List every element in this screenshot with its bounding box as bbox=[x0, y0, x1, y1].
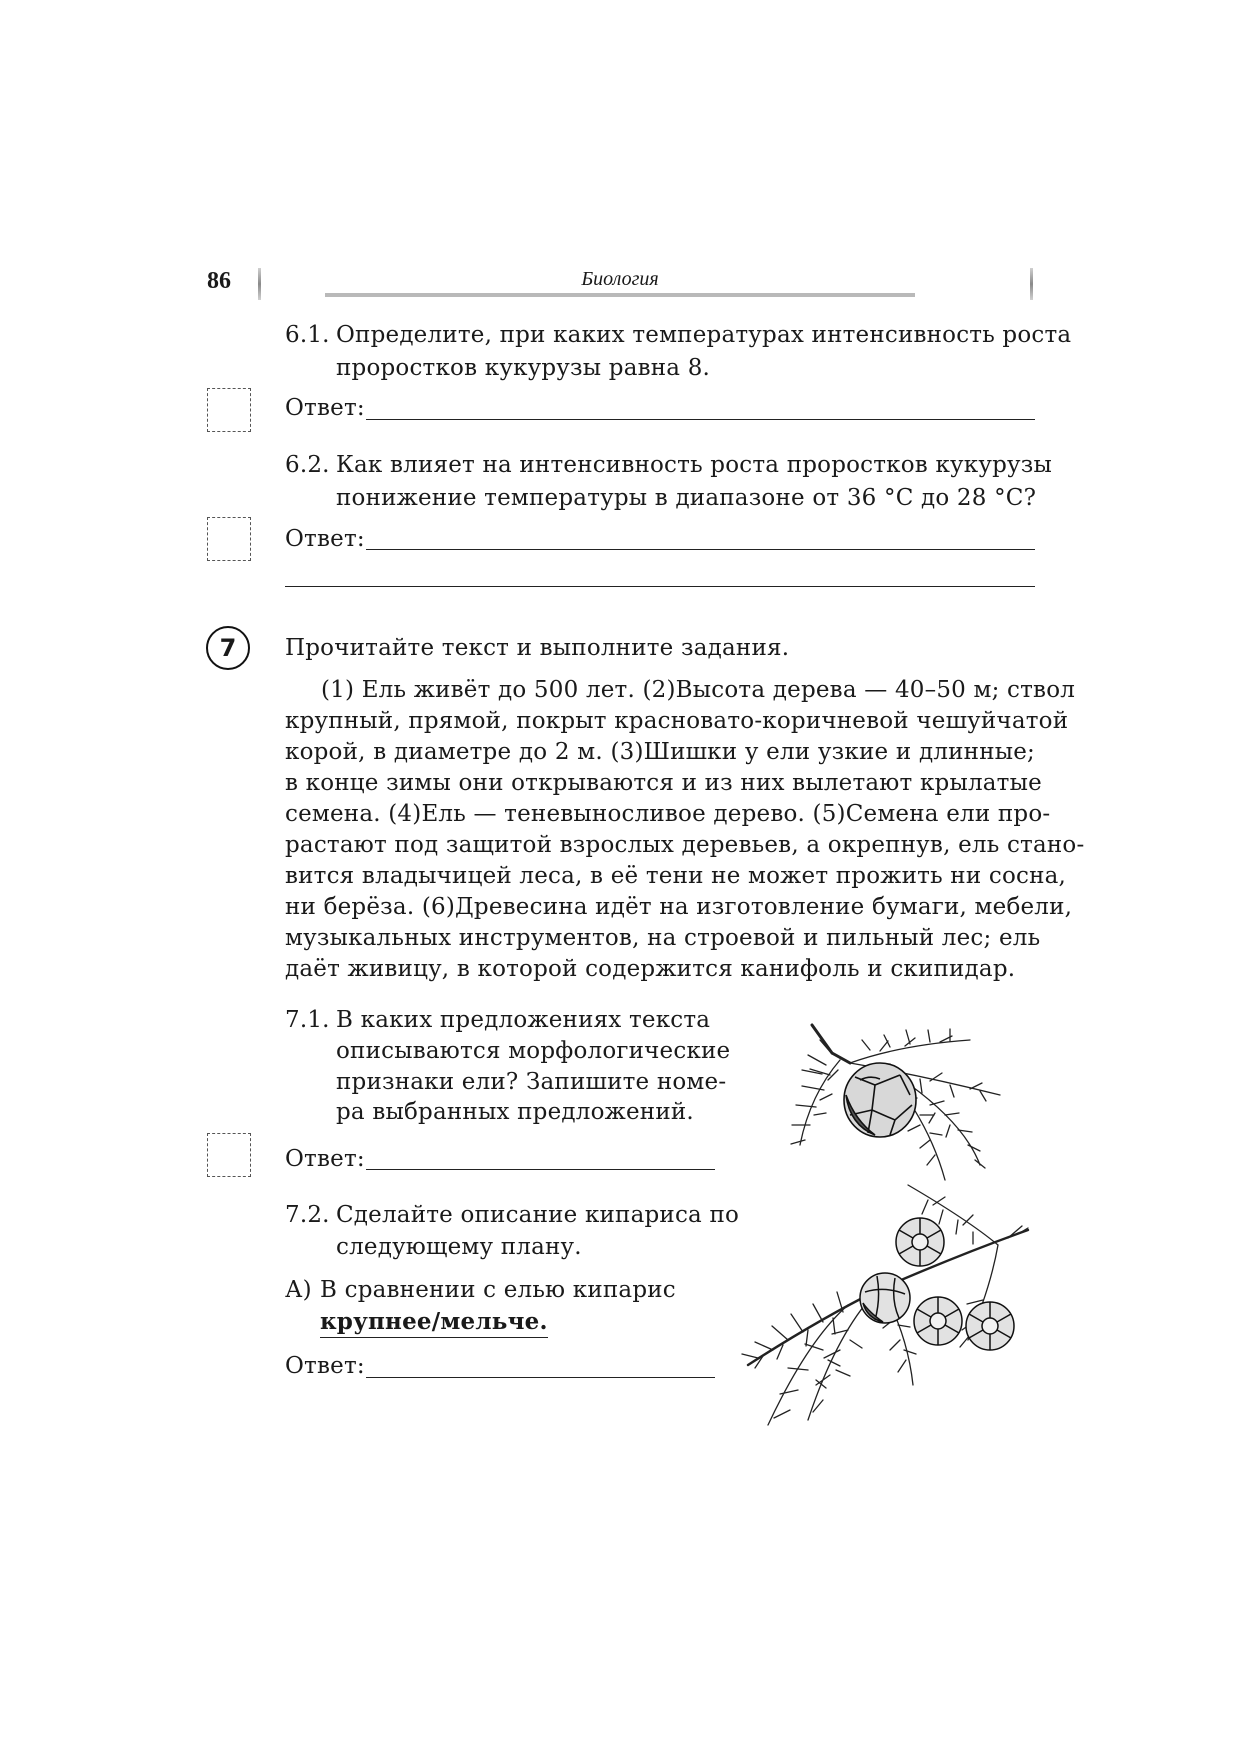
question-6-1-line-2: проростков кукурузы равна 8. bbox=[336, 355, 711, 381]
answer-field-6-1[interactable] bbox=[366, 419, 1035, 420]
item-a-choice bbox=[320, 1306, 548, 1338]
size-choice-option: крупнее/мельче. bbox=[320, 1308, 548, 1338]
item-a-text: В сравнении с елью кипарис bbox=[320, 1277, 676, 1303]
question-7-1-line-3: признаки ели? Запишите номе- bbox=[336, 1069, 727, 1095]
cone bbox=[914, 1297, 962, 1345]
question-7-2-number: 7.2. bbox=[285, 1202, 330, 1228]
question-7-1-line-1: В каких предложениях текста bbox=[336, 1007, 711, 1033]
score-box-6-2 bbox=[207, 517, 251, 561]
passage-line: (1) Ель живёт до 500 лет. (2)Высота дерева — 40–50 м; ствол bbox=[321, 677, 1076, 703]
item-a-label: А) bbox=[285, 1277, 312, 1303]
answer-field-6-2-continued[interactable] bbox=[285, 586, 1035, 587]
cone bbox=[966, 1302, 1014, 1350]
question-7-2-line-1: Сделайте описание кипариса по bbox=[336, 1202, 740, 1228]
cypress-branch-with-cone-icon bbox=[780, 1015, 1030, 1190]
cypress-branch-with-cones-icon bbox=[728, 1180, 1038, 1435]
task-7-passage bbox=[285, 675, 1085, 985]
question-7-2-line-2: следующему плану. bbox=[336, 1234, 582, 1260]
question-7-1-line-2: описываются морфологические bbox=[336, 1038, 731, 1064]
score-box-7-1 bbox=[207, 1133, 251, 1177]
passage-line: вится владычицей леса, в её тени не может прожить ни сосна, bbox=[285, 863, 1067, 889]
score-box-6-1 bbox=[207, 388, 251, 432]
passage-line: музыкальных инструментов, на строевой и пильный лес; ель bbox=[285, 925, 1041, 951]
task-7-instruction: Прочитайте текст и выполните задания. bbox=[285, 635, 790, 661]
left-header-bar bbox=[258, 268, 261, 300]
answer-label-7-2: Ответ: bbox=[285, 1353, 365, 1379]
passage-line: крупный, прямой, покрыт красновато-коричневой чешуйчатой bbox=[285, 708, 1069, 734]
question-7-1-number: 7.1. bbox=[285, 1007, 330, 1033]
passage-line: растают под защитой взрослых деревьев, а окрепнув, ель стано- bbox=[285, 832, 1085, 858]
cone bbox=[896, 1218, 944, 1266]
answer-label-6-2: Ответ: bbox=[285, 526, 365, 552]
question-6-2-line-2: понижение температуры в диапазоне от 36 °С до 28 °С? bbox=[336, 485, 1037, 511]
cone bbox=[860, 1273, 910, 1323]
answer-field-7-1[interactable] bbox=[366, 1169, 715, 1170]
passage-line: в конце зимы они открываются и из них вылетают крылатые bbox=[285, 770, 1042, 796]
answer-label-6-1: Ответ: bbox=[285, 395, 365, 421]
question-7-1-line-4: ра выбранных предложений. bbox=[336, 1099, 694, 1125]
question-6-2-line-1: Как влияет на интенсивность роста проростков кукурузы bbox=[336, 452, 1052, 478]
running-title: Биология bbox=[581, 268, 659, 290]
right-header-bar bbox=[1030, 268, 1033, 300]
answer-field-7-2[interactable] bbox=[366, 1377, 715, 1378]
header-rule bbox=[325, 293, 915, 297]
passage-line: ни берёза. (6)Древесина идёт на изготовление бумаги, мебели, bbox=[285, 894, 1073, 920]
passage-line: корой, в диаметре до 2 м. (3)Шишки у ели узкие и длинные; bbox=[285, 739, 1035, 765]
passage-line: семена. (4)Ель — теневыносливое дерево. (5)Семена ели про- bbox=[285, 801, 1051, 827]
passage-line: даёт живицу, в которой содержится канифоль и скипидар. bbox=[285, 956, 1016, 982]
answer-field-6-2[interactable] bbox=[366, 549, 1035, 550]
answer-label-7-1: Ответ: bbox=[285, 1146, 365, 1172]
page-number: 86 bbox=[207, 268, 231, 294]
question-6-1-line-1: Определите, при каких температурах интенсивность роста bbox=[336, 322, 1072, 348]
question-6-2-number: 6.2. bbox=[285, 452, 330, 478]
question-6-1-number: 6.1. bbox=[285, 322, 330, 348]
task-7-number-badge: 7 bbox=[206, 626, 250, 670]
